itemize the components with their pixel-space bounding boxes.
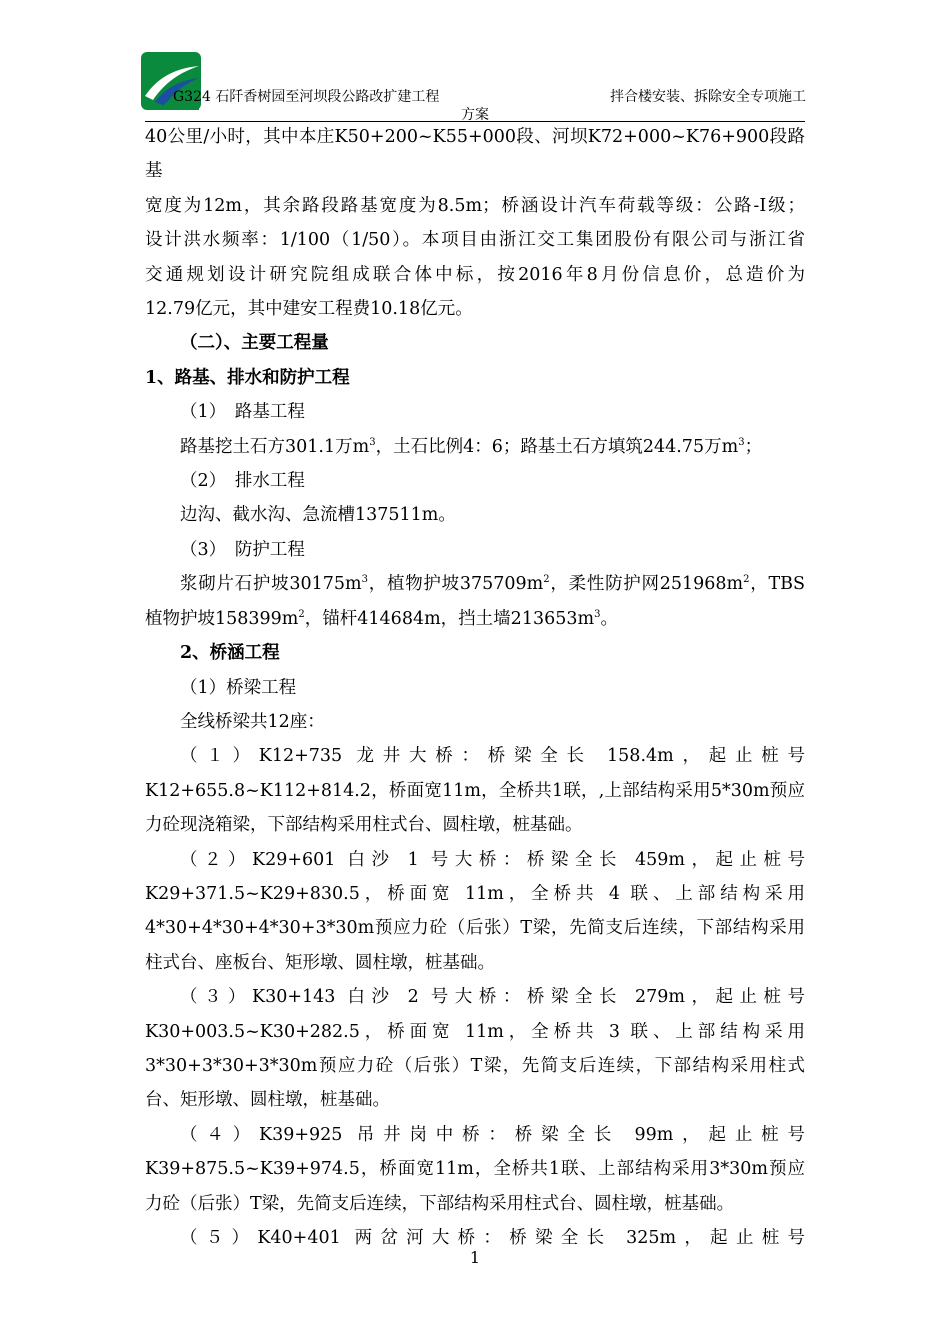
bridge-2-line: 4*30+4*30+4*30+3*30m预应力砼（后张）T梁，先简支后连续，下部结构采用 (145, 918, 805, 939)
bridge-3-line: K30+003.5~K30+282.5，桥面宽 11m，全桥共 3 联、上部结构采用 (145, 1021, 805, 1042)
bridge-2-line: 柱式台、座板台、矩形墩、圆柱墩，桩基础。 (145, 952, 495, 973)
bridge-4-line: （４）K39+925 吊井岗中桥：桥梁全长 99m，起止桩号 (180, 1124, 805, 1145)
subheading-bridge-works: （1）桥梁工程 (180, 677, 297, 698)
para-line: 12.79亿元，其中建安工程费10.18亿元。 (145, 299, 473, 320)
protection-quantities-line: 植物护坡$158399m^2$，锚杆414684m，挡土墙$213653m^3$。 (145, 608, 618, 629)
bridge-3-line: 3*30+3*30+3*30m预应力砼（后张）T梁，先简支后连续，下部结构采用柱式 (145, 1055, 805, 1076)
bridge-2-line: （２）K29+601 白沙 1 号大桥：桥梁全长 459m，起止桩号 (180, 849, 805, 870)
subheading-roadbed: （1） 路基工程 (180, 402, 305, 423)
header-doc-title: 拌合楼安装、拆除安全专项施工 (610, 89, 806, 105)
para-line: 宽度为12m，其余路段路基宽度为8.5m；桥涵设计汽车荷载等级：公路-I级； (145, 195, 805, 216)
subheading-protection: （3） 防护工程 (180, 539, 305, 560)
bridge-1-line: K12+655.8~K112+814.2，桥面宽11m，全桥共1联，,上部结构采用5*30m预应 (145, 780, 805, 801)
bridge-4-line: K39+875.5~K39+974.5，桥面宽11m，全桥共1联、上部结构采用3*30m预应 (145, 1159, 805, 1180)
header-doc-title-cont: 方案 (461, 107, 489, 123)
bridge-1-line: 力砼现浇箱梁，下部结构采用柱式台、圆柱墩，桩基础。 (145, 815, 583, 836)
bridge-3-line: （３）K30+143 白沙 2 号大桥：桥梁全长 279m，起止桩号 (180, 987, 805, 1008)
bridge-1-line: （１）K12+735 龙井大桥：桥梁全长 158.4m，起止桩号 (180, 746, 805, 767)
para-line: 设计洪水频率：1/100（1/50）。本项目由浙江交工集团股份有限公司与浙江省 (145, 230, 805, 251)
protection-quantities-line: 浆砌片石护坡$30175m^3$，植物护坡$375709m^2$，柔性防护网$251968m^2$，TBS (180, 574, 806, 595)
subheading-drainage: （2） 排水工程 (180, 471, 305, 492)
roadbed-quantities: 路基挖土石方301.1万$m^3$，土石比例4：6；路基土石方填筑244.75万$m^3$； (180, 436, 763, 457)
bridge-5-line: （５）K40+401 两岔河大桥：桥梁全长 325m，起止桩号 (180, 1228, 805, 1248)
bridge-total: 全线桥梁共12座： (180, 711, 325, 732)
heading-roadbed: 1、路基、排水和防护工程 (145, 367, 350, 388)
section-heading: （二）、主要工程量 (180, 333, 329, 354)
para-line: 40公里/小时，其中本庄K50+200~K55+000段、河坝K72+000~K76+900段路基 (145, 127, 805, 182)
bridge-2-line: K29+371.5~K29+830.5，桥面宽 11m，全桥共 4 联、上部结构采用 (145, 883, 805, 904)
bridge-4-line: 力砼（后张）T梁，先简支后连续，下部结构采用柱式台、圆柱墩，桩基础。 (145, 1193, 735, 1214)
heading-bridges: 2、桥涵工程 (180, 643, 280, 664)
bridge-3-line: 台、矩形墩、圆柱墩，桩基础。 (145, 1090, 390, 1111)
header-project-title: G324 石阡香树园至河坝段公路改扩建工程 (173, 89, 440, 105)
drainage-quantities: 边沟、截水沟、急流槽137511m。 (180, 505, 456, 526)
page-number: 1 (469, 1248, 481, 1267)
document-body (145, 120, 805, 1255)
para-line: 交通规划设计研究院组成联合体中标，按2016年8月份信息价，总造价为 (145, 264, 805, 285)
